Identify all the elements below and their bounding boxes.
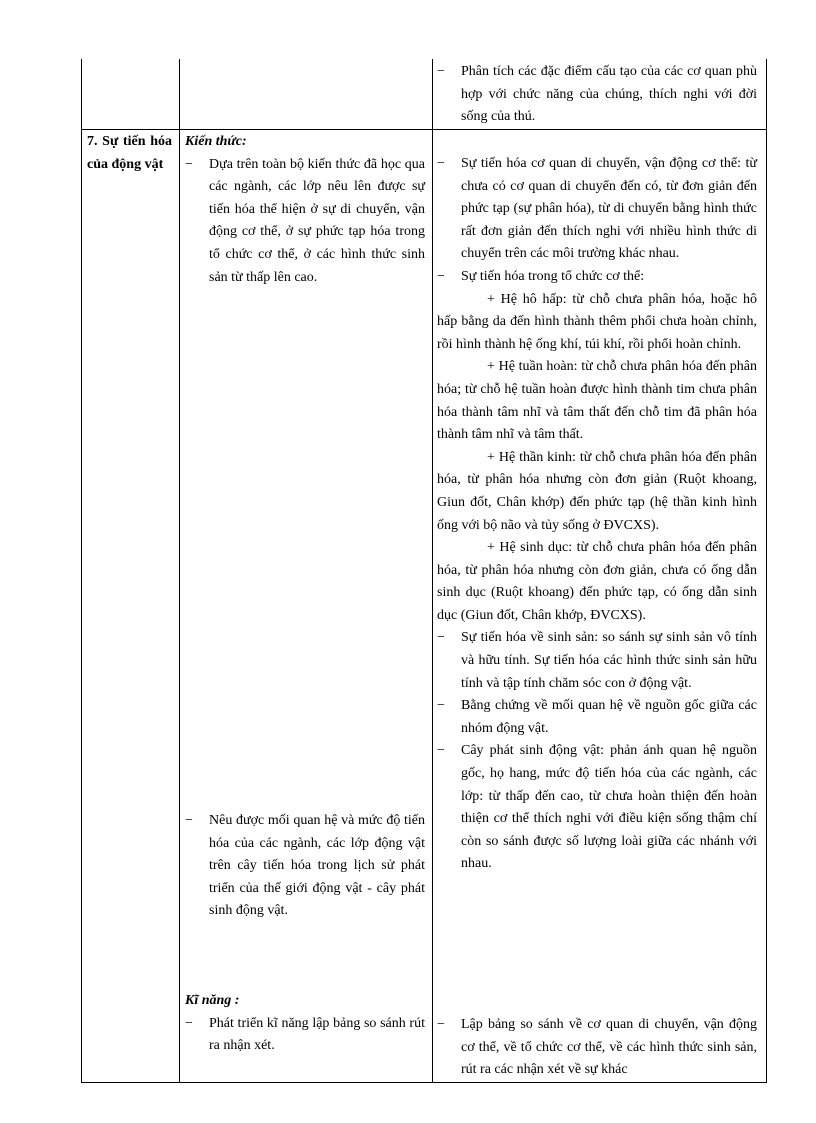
dash-bullet: −	[437, 156, 445, 171]
bullet-text: Cây phát sinh động vật: phản ánh quan hệ nguồn gốc, họ hang, mức độ tiến hóa của các ngành, các lớp: từ thấp đến cao, từ chưa hoàn thiện đến hoàn thiện cơ thể thích nghi với điều kiện sống thậm chí còn so sánh được số lượng loài giữa các nhánh với nhau.	[461, 743, 757, 872]
reproductive-system-paragraph: + Hệ sinh dục: từ chỗ chưa phân hóa đến phân hóa, từ phân hóa nhưng còn đơn giản, chưa có ống dẫn sinh dục (Ruột khoang) đến phức tạp, có ống dẫn sinh dục (Giun đốt, Chân khớp, ĐVCXS).	[437, 540, 757, 623]
dash-bullet: −	[185, 813, 193, 828]
row7-col3-evolution	[437, 153, 757, 876]
kien-thuc-heading: Kiến thức:	[185, 134, 247, 149]
list-item	[185, 154, 425, 290]
dash-bullet: −	[437, 64, 445, 79]
list-item	[437, 1014, 757, 1082]
list-item	[437, 61, 757, 129]
dash-bullet: −	[437, 630, 445, 646]
top-row-col3	[437, 61, 757, 129]
bullet-text: Dựa trên toàn bộ kiến thức đã học qua các ngành, các lớp nêu lên được sự tiến hóa thể hiện ở sự di chuyển, vận động cơ thể, ở sự phức tạp hóa trong tổ chức cơ thể, ở các hình thức sinh sản từ thấp lên cao.	[209, 156, 425, 285]
row-divider	[81, 129, 767, 130]
dash-bullet: −	[437, 268, 445, 284]
dash-bullet: −	[185, 156, 193, 172]
ki-nang-heading: Kĩ năng :	[185, 993, 240, 1008]
bullet-text: Sự tiến hóa trong tổ chức cơ thể:	[461, 268, 645, 284]
bullet-text: Nêu được mối quan hệ và mức độ tiến hóa của các ngành, các lớp động vật trên cây tiến hóa trong lịch sử phát triển của thế giới động vật - cây phát sinh động vật.	[209, 813, 425, 919]
row7-col2-relationship	[185, 810, 425, 923]
bullet-text: Sự tiến hóa cơ quan di chuyển, vận động cơ thể: từ chưa có cơ quan di chuyển đến có, từ đơn giản đến phức tạp (sự phân hóa), từ di chuyển bằng hình thức rất đơn giản đến thích nghi với nhiều hình thức di chuyển trên các môi trường khác nhau.	[461, 156, 757, 262]
list-item	[437, 266, 757, 289]
list-item	[437, 695, 757, 740]
dash-bullet: −	[437, 1017, 445, 1032]
list-item	[185, 1013, 425, 1058]
list-item	[437, 627, 757, 695]
bullet-text: Phát triển kĩ năng lập bảng so sánh rút ra nhận xét.	[209, 1015, 425, 1054]
list-item	[185, 810, 425, 923]
row-title	[87, 131, 172, 176]
table-border-bottom	[81, 1082, 767, 1083]
dash-bullet: −	[437, 698, 445, 714]
row7-col2-knowledge	[185, 131, 425, 289]
bullet-text: Phân tích các đặc điểm cấu tạo của các cơ quan phù hợp với chức năng của chúng, thích nghi với đời sống của thú.	[461, 64, 757, 125]
dash-bullet: −	[185, 1015, 193, 1031]
nervous-system-paragraph: + Hệ thần kinh: từ chỗ chưa phân hóa đến phân hóa, từ phân hóa nhưng còn đơn giản (Ruột khoang, Giun đốt, Chân khớp) đến phức tạp (hệ thần kinh hình ống với bộ não và tủy sống ở ĐVCXS).	[437, 449, 757, 533]
table-border-left	[81, 59, 82, 1083]
row7-col2-skills	[185, 990, 425, 1058]
table-border-right	[766, 59, 767, 1083]
column-divider-2	[432, 59, 433, 1083]
bullet-text: Lập bảng so sánh về cơ quan di chuyển, vận động cơ thể, về tổ chức cơ thể, về các hình thức sinh sản, rút ra các nhận xét về sự khác	[461, 1017, 757, 1078]
circulatory-system-paragraph: + Hệ tuần hoàn: từ chỗ chưa phân hóa đến phân hóa; từ chỗ hệ tuần hoàn được hình thành tim chưa phân hóa thành tâm nhĩ và tâm thất đến chỗ tim đã phân hóa thành tâm nhĩ và tâm thất.	[437, 359, 757, 443]
row-title-text: 7. Sự tiến hóa của động vật	[87, 134, 172, 172]
list-item	[437, 153, 757, 266]
column-divider-1	[179, 59, 180, 1083]
bullet-text: Bằng chứng về mối quan hệ về nguồn gốc giữa các nhóm động vật.	[461, 698, 757, 736]
bullet-text: Sự tiến hóa về sinh sản: so sánh sự sinh sản vô tính và hữu tính. Sự tiến hóa các hình thức sinh sản hữu tính và tập tính chăm sóc con ở động vật.	[461, 630, 757, 691]
dash-bullet: −	[437, 743, 445, 759]
respiratory-system-paragraph: + Hệ hô hấp: từ chỗ chưa phân hóa, hoặc hô hấp bằng da đến hình thành thêm phổi chưa hoàn chỉnh, rồi hình thành hệ ống khí, túi khí, rồi phổi hoàn chỉnh.	[437, 291, 757, 352]
list-item	[437, 740, 757, 876]
row7-col3-skills	[437, 1014, 757, 1082]
